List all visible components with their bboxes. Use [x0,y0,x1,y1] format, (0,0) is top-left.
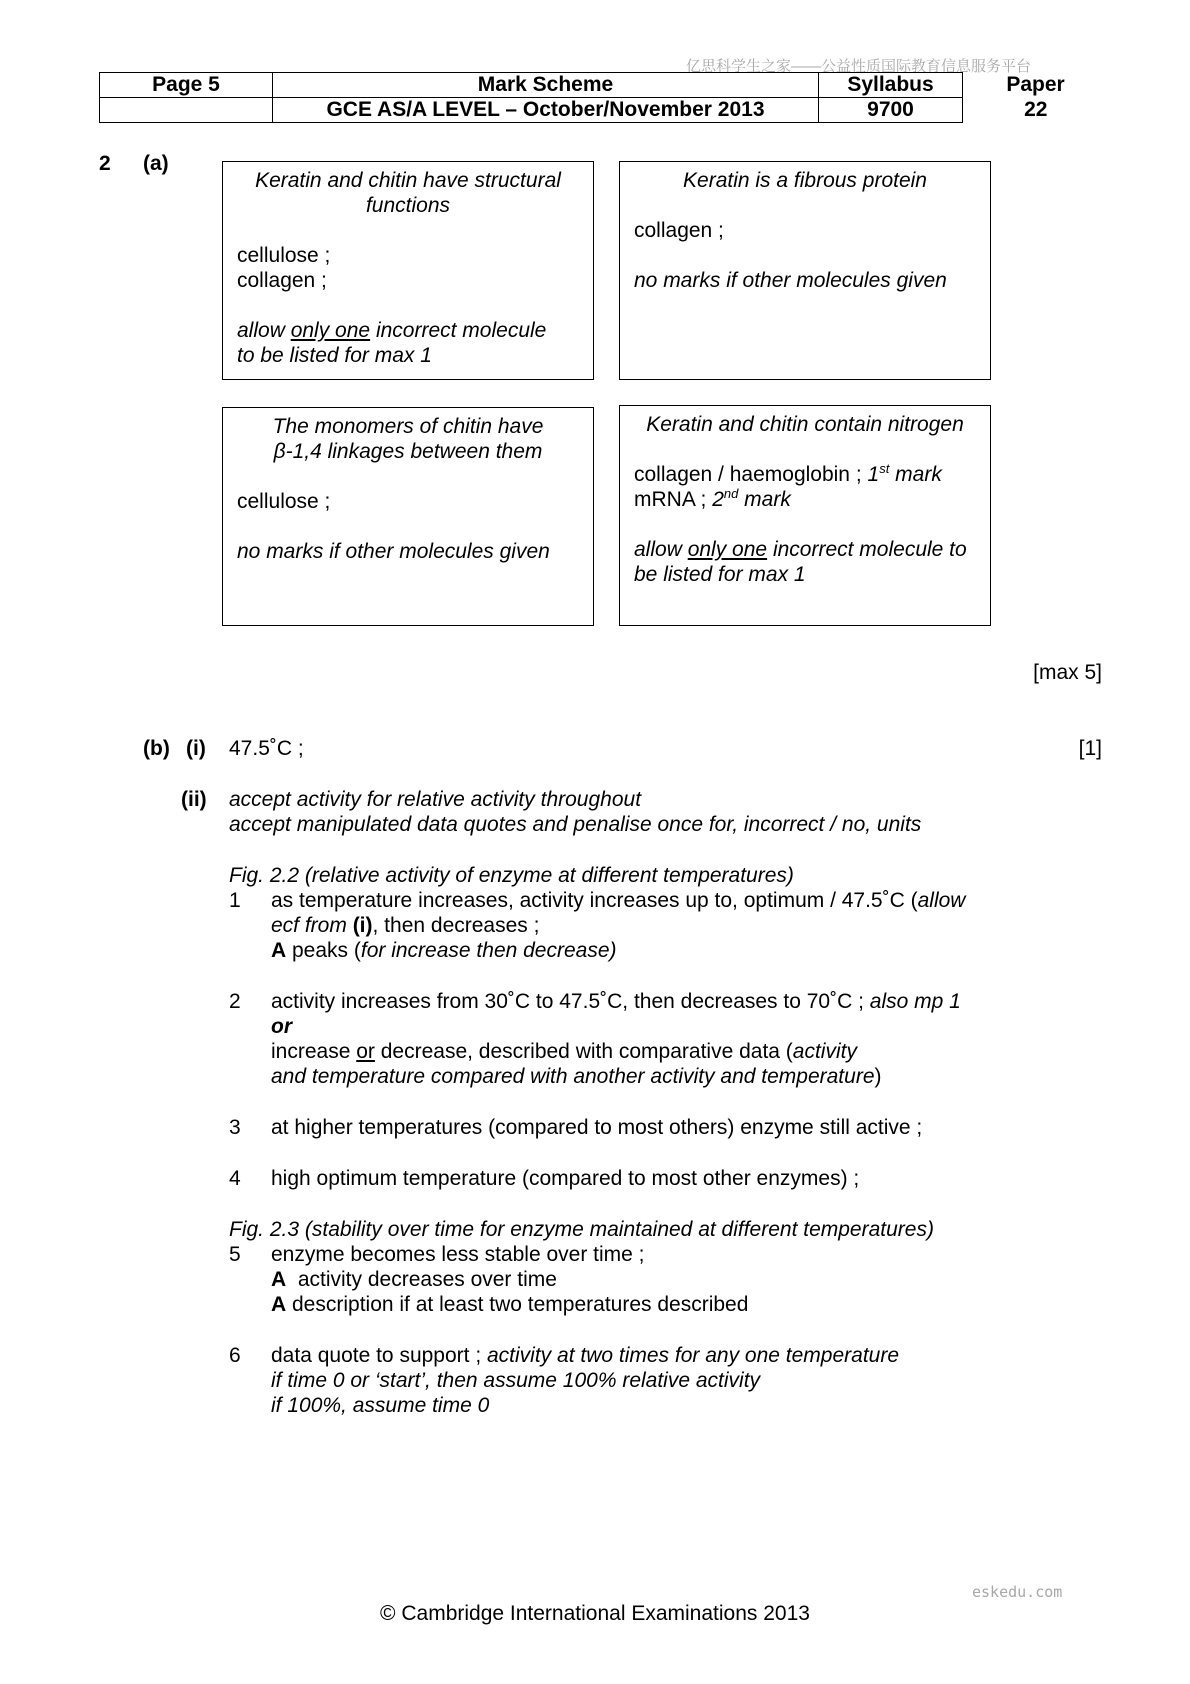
point-number: 6 [229,1344,241,1367]
box-title: Keratin and chitin contain nitrogen [646,413,964,436]
header-empty-cell [100,98,273,123]
point-5-line: A description if at least two temperatures described [271,1293,749,1316]
box-note: allow only one incorrect molecule [237,319,547,342]
point-1-line: A peaks (for increase then decrease) [271,939,617,962]
box-title: The monomers of chitin have [272,415,544,438]
bii-line: accept manipulated data quotes and penalise once for, incorrect / no, units [229,813,922,836]
box-answer: cellulose ; [237,244,331,267]
point-number: 3 [229,1116,241,1139]
point-1-line: ecf from (i), then decreases ; [271,914,540,937]
box-title: β-1,4 linkages between them [273,440,543,463]
box-answer: collagen / haemoglobin ; 1st mark [634,461,942,486]
box-title: Keratin is a fibrous protein [683,169,927,192]
header-syllabus: 9700 [819,98,963,123]
header-title: Mark Scheme [273,73,819,98]
point-number: 1 [229,889,241,912]
part-bii-label: (ii) [181,788,207,811]
answer-box-nitrogen [619,405,991,626]
question-number: 2 [99,152,111,175]
bi-answer: 47.5˚C ; [229,737,304,760]
box-note: be listed for max 1 [634,563,806,586]
box-answer: collagen ; [634,219,724,242]
point-2-line: and temperature compared with another activity and temperature) [271,1065,882,1088]
answer-box-fibrous [619,161,991,380]
point-number: 5 [229,1243,241,1266]
box-answer: cellulose ; [237,490,331,513]
point-2-line: increase or decrease, described with comparative data (activity [271,1040,857,1063]
bii-line: accept activity for relative activity throughout [229,788,642,811]
box-note: no marks if other molecules given [237,540,550,563]
watermark-top: 亿思科学生之家——公益性质国际教育信息服务平台 [686,58,1032,75]
part-b-label: (b) [143,737,170,760]
header-table [99,72,1109,123]
point-4-line: high optimum temperature (compared to most other enzymes) ; [271,1167,860,1190]
box-answer: collagen ; [237,269,327,292]
point-3-line: at higher temperatures (compared to most others) enzyme still active ; [271,1116,923,1139]
header-page: Page 5 [100,73,273,98]
mark-max-a: [max 5] [1033,661,1102,684]
point-number: 2 [229,990,241,1013]
fig-2-3-heading: Fig. 2.3 (stability over time for enzyme maintained at different temperatures) [229,1218,934,1241]
watermark-bottom: eskedu.com [972,1583,1063,1601]
point-6-line: data quote to support ; activity at two times for any one temperature [271,1344,900,1367]
footer-copyright: © Cambridge International Examinations 2013 [380,1602,810,1625]
answer-box-monomers [222,407,594,626]
point-6-line: if time 0 or ‘start’, then assume 100% relative activity [271,1369,761,1392]
part-bi-label: (i) [186,737,206,760]
box-title: Keratin and chitin have structural functions [255,169,561,217]
point-5-line: A activity decreases over time [271,1268,557,1291]
point-6-line: if 100%, assume time 0 [271,1394,490,1417]
answer-box-structural [222,161,594,380]
mark-bi: [1] [1078,737,1102,760]
box-answer: mRNA ; 2nd mark [634,486,791,511]
point-2-or: or [271,1015,292,1038]
point-5-line: enzyme becomes less stable over time ; [271,1243,645,1266]
point-2-line: activity increases from 30˚C to 47.5˚C, then decreases to 70˚C ; also mp 1 [271,990,961,1013]
point-number: 4 [229,1167,241,1190]
box-note: allow only one incorrect molecule to [634,538,967,561]
part-a-label: (a) [143,152,169,175]
header-syllabus-label: Syllabus [819,73,963,98]
fig-2-2-heading: Fig. 2.2 (relative activity of enzyme at different temperatures) [229,864,794,887]
box-note: to be listed for max 1 [237,344,432,367]
box-note: no marks if other molecules given [634,269,947,292]
point-1-line: as temperature increases, activity increases up to, optimum / 47.5˚C (allow [271,889,966,912]
header-subtitle: GCE AS/A LEVEL – October/November 2013 [273,98,819,123]
header-paper: 22 [1024,98,1048,121]
header-paper-label: Paper [1006,73,1065,96]
